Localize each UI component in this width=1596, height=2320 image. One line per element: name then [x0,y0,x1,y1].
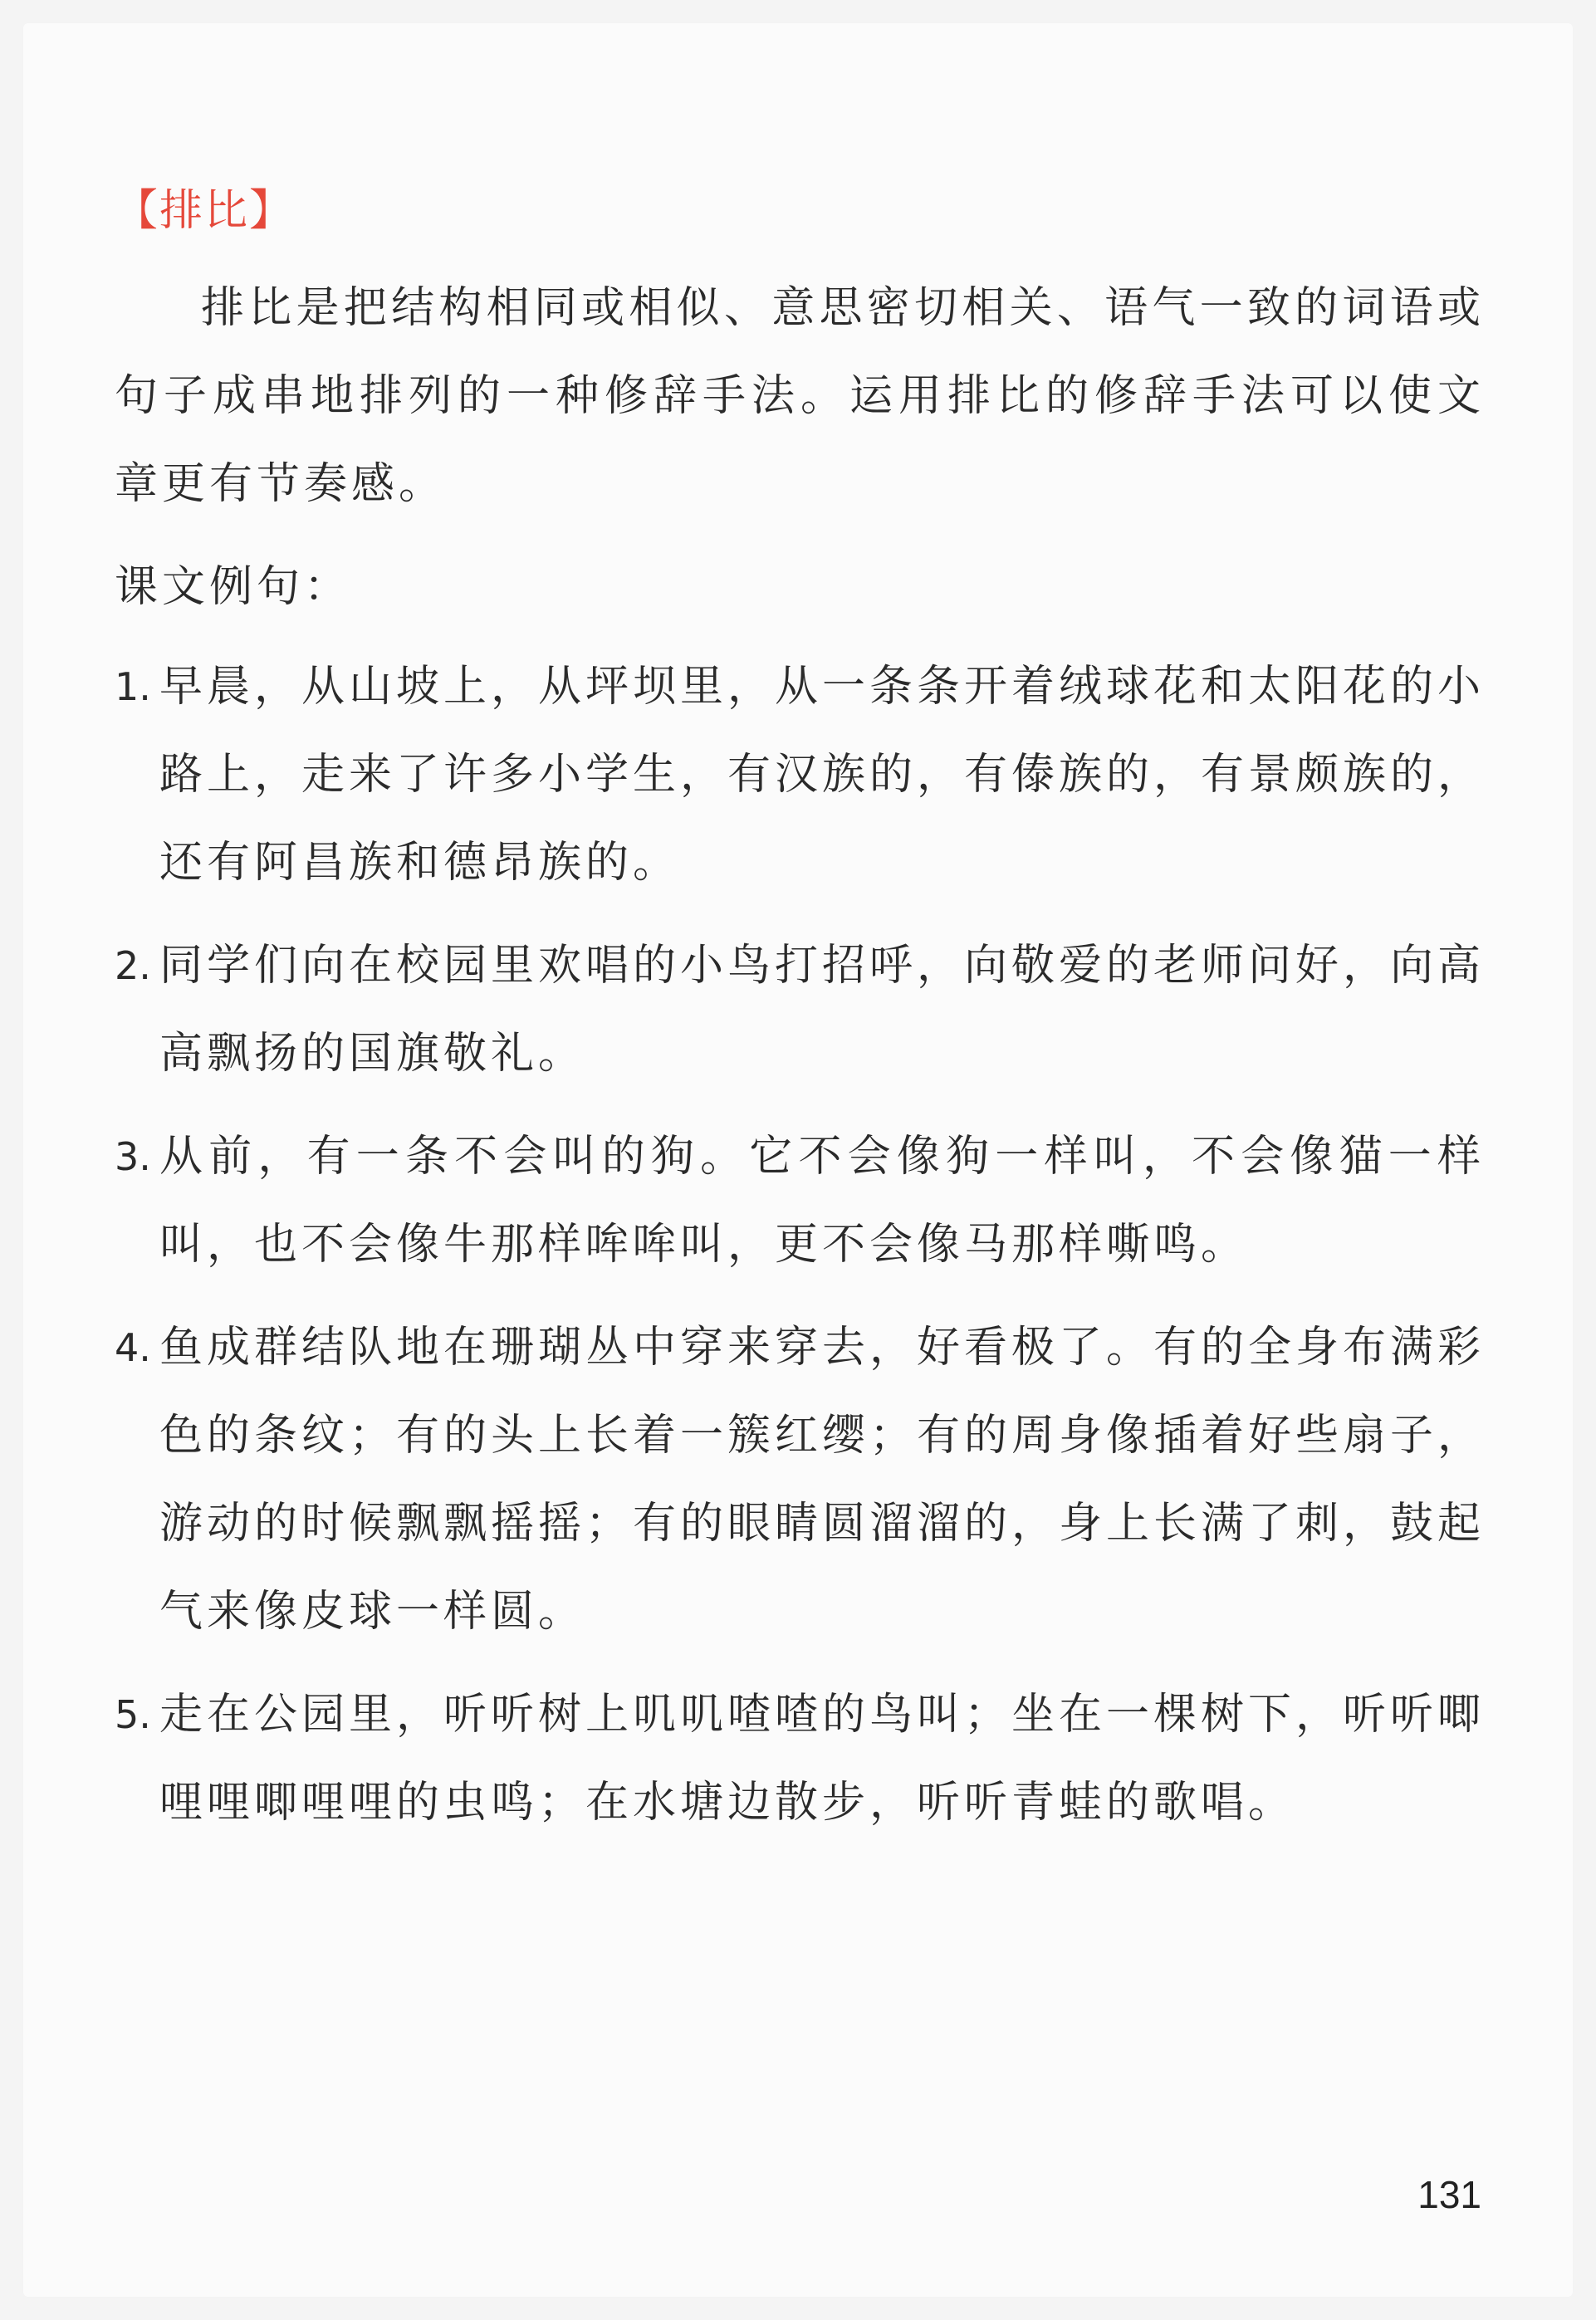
example-item [115,922,1485,1098]
page [23,23,1573,2297]
example-item [115,643,1485,907]
example-number: 5. [115,1692,151,1737]
example-text: 从前，有一条不会叫的狗。它不会像狗一样叫，不会像猫一样叫，也不会像牛那样哞哞叫，更不会像马那样嘶鸣。 [159,1132,1485,1270]
example-item [115,1113,1485,1289]
example-number: 2. [115,943,151,988]
example-text: 早晨，从山坡上，从坪坝里，从一条条开着绒球花和太阳花的小路上，走来了许多小学生，有汉族的，有傣族的，有景颇族的，还有阿昌族和德昂族的。 [159,662,1486,888]
example-text: 走在公园里，听听树上叽叽喳喳的鸟叫；坐在一棵树下，听听唧哩哩唧哩哩的虫鸣；在水塘边散步，听听青蛙的歌唱。 [159,1690,1486,1828]
section-title: 【排比】 [115,186,295,236]
examples-list [115,643,1485,1847]
example-number: 4. [115,1325,151,1370]
example-text: 鱼成群结队地在珊瑚丛中穿来穿去，好看极了。有的全身布满彩色的条纹；有的头上长着一簇红缨；有的周身像插着好些扇子，游动的时候飘飘摇摇；有的眼睛圆溜溜的，身上长满了刺，鼓起气来像皮球一样圆。 [159,1323,1486,1637]
page-number: 131 [1417,2173,1481,2216]
example-text: 同学们向在校园里欢唱的小鸟打招呼，向敬爱的老师问好，向高高飘扬的国旗敬礼。 [159,941,1486,1079]
examples-label: 课文例句： [115,562,352,612]
example-number: 1. [115,664,151,709]
example-item [115,1304,1485,1656]
intro-paragraph: 排比是把结构相同或相似、意思密切相关、语气一致的词语或句子成串地排列的一种修辞手法。运用排比的修辞手法可以使文章更有节奏感。 [115,283,1485,509]
example-item [115,1671,1485,1847]
content [115,181,1485,1862]
example-number: 3. [115,1134,151,1179]
